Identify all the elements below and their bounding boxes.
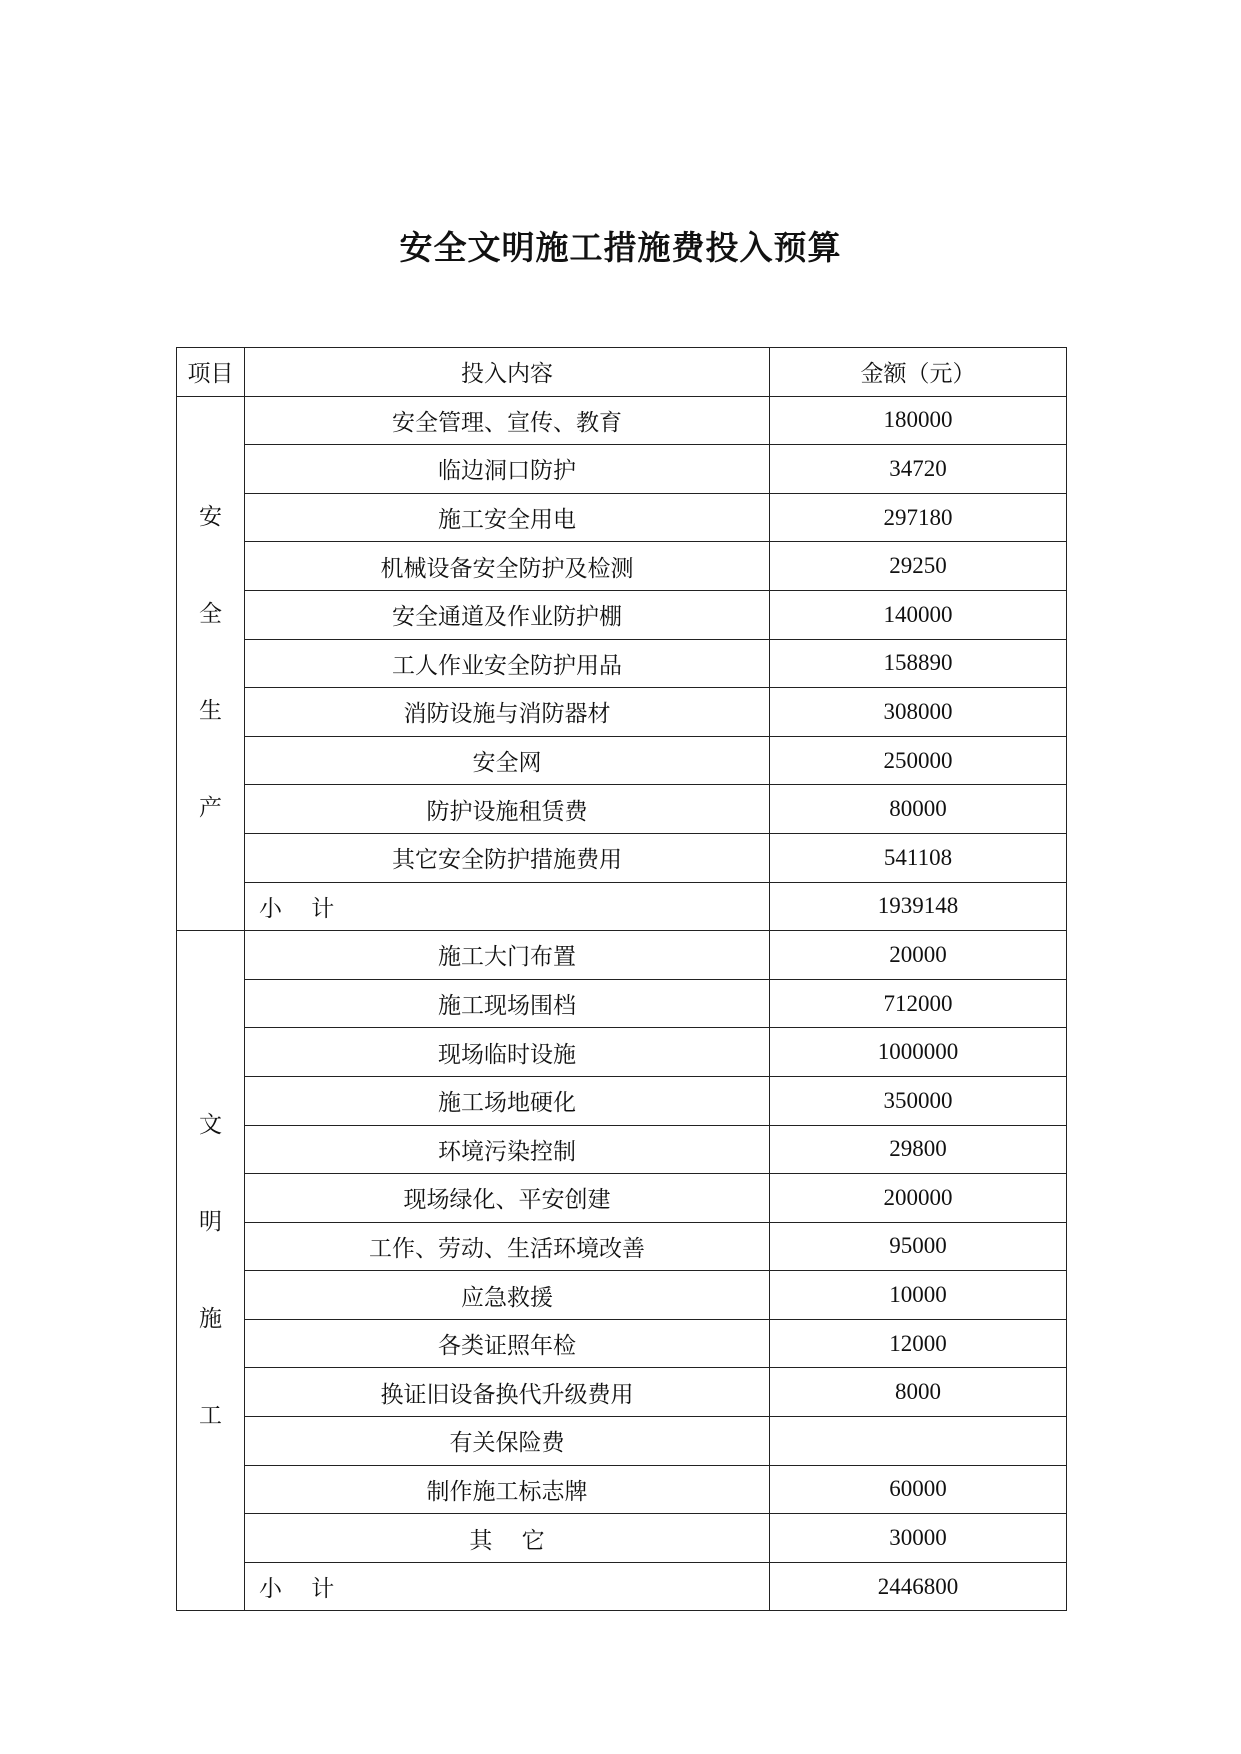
group-label-char: 产 xyxy=(199,795,222,822)
subtotal-label: 小 计 xyxy=(259,1576,335,1603)
amount-cell: 80000 xyxy=(770,785,1067,834)
table-row xyxy=(177,1174,1067,1223)
content-cell xyxy=(245,1271,770,1320)
content-cell xyxy=(245,736,770,785)
content-text: 有关保险费 xyxy=(449,1430,565,1457)
amount-cell: 10000 xyxy=(770,1271,1067,1320)
group-label-cell xyxy=(177,931,245,1611)
content-cell xyxy=(245,396,770,445)
content-text: 现场临时设施 xyxy=(438,1041,576,1068)
content-cell xyxy=(245,1368,770,1417)
table-row xyxy=(177,1417,1067,1466)
content-text: 应急救援 xyxy=(461,1284,553,1311)
amount-cell: 34720 xyxy=(770,445,1067,494)
amount-cell: 20000 xyxy=(770,931,1067,980)
table-row xyxy=(177,1271,1067,1320)
content-cell xyxy=(245,833,770,882)
content-cell xyxy=(245,445,770,494)
content-text: 施工安全用电 xyxy=(438,507,576,534)
content-text: 消防设施与消防器材 xyxy=(403,701,611,728)
group-label-char: 生 xyxy=(199,698,222,725)
content-text: 安全网 xyxy=(472,750,542,777)
amount-cell: 350000 xyxy=(770,1076,1067,1125)
subtotal-amount: 1939148 xyxy=(770,882,1067,931)
subtotal-label-cell xyxy=(245,882,770,931)
content-cell xyxy=(245,1125,770,1174)
table-row xyxy=(177,542,1067,591)
header-content: 投入内容 xyxy=(245,348,770,397)
table-row xyxy=(177,1222,1067,1271)
content-cell xyxy=(245,931,770,980)
header-amount: 金额（元） xyxy=(770,348,1067,397)
content-text: 制作施工标志牌 xyxy=(426,1478,588,1505)
subtotal-row xyxy=(177,882,1067,931)
group-label-char: 全 xyxy=(199,601,222,628)
content-cell xyxy=(245,1028,770,1077)
amount-cell: 60000 xyxy=(770,1465,1067,1514)
subtotal-row xyxy=(177,1562,1067,1611)
table-row xyxy=(177,833,1067,882)
amount-cell: 541108 xyxy=(770,833,1067,882)
amount-cell: 200000 xyxy=(770,1174,1067,1223)
table-row xyxy=(177,590,1067,639)
amount-cell: 29800 xyxy=(770,1125,1067,1174)
content-cell xyxy=(245,979,770,1028)
content-text: 工人作业安全防护用品 xyxy=(392,652,622,679)
subtotal-label-cell xyxy=(245,1562,770,1611)
table-row xyxy=(177,1465,1067,1514)
table-row xyxy=(177,1514,1067,1563)
content-cell xyxy=(245,1319,770,1368)
amount-cell: 30000 xyxy=(770,1514,1067,1563)
table-row xyxy=(177,785,1067,834)
amount-cell: 95000 xyxy=(770,1222,1067,1271)
content-text: 安全通道及作业防护棚 xyxy=(392,604,622,631)
document-title: 安全文明施工措施费投入预算 xyxy=(399,228,842,267)
group-label-char: 文 xyxy=(199,1111,222,1138)
table-header-row xyxy=(177,348,1067,397)
content-cell xyxy=(245,1514,770,1563)
content-cell xyxy=(245,1174,770,1223)
content-text: 现场绿化、平安创建 xyxy=(403,1187,611,1214)
content-text: 换证旧设备换代升级费用 xyxy=(380,1381,634,1408)
table-row xyxy=(177,931,1067,980)
content-text: 其 它 xyxy=(469,1527,545,1554)
table-row xyxy=(177,1368,1067,1417)
content-cell xyxy=(245,590,770,639)
table-row xyxy=(177,1125,1067,1174)
content-text: 各类证照年检 xyxy=(438,1333,576,1360)
content-text: 防护设施租赁费 xyxy=(426,798,588,825)
budget-table-body xyxy=(177,396,1067,1611)
content-cell xyxy=(245,639,770,688)
table-row xyxy=(177,445,1067,494)
content-text: 施工场地硬化 xyxy=(438,1090,576,1117)
content-text: 施工现场围档 xyxy=(438,993,576,1020)
content-text: 工作、劳动、生活环境改善 xyxy=(369,1235,645,1262)
table-row xyxy=(177,493,1067,542)
amount-cell: 1000000 xyxy=(770,1028,1067,1077)
table-row xyxy=(177,1319,1067,1368)
table-row xyxy=(177,979,1067,1028)
amount-cell: 297180 xyxy=(770,493,1067,542)
content-text: 机械设备安全防护及检测 xyxy=(380,555,634,582)
content-text: 其它安全防护措施费用 xyxy=(392,847,622,874)
content-cell xyxy=(245,1417,770,1466)
table-row xyxy=(177,736,1067,785)
content-cell xyxy=(245,1076,770,1125)
content-cell xyxy=(245,1465,770,1514)
content-cell xyxy=(245,542,770,591)
subtotal-amount: 2446800 xyxy=(770,1562,1067,1611)
budget-table xyxy=(176,347,1067,1611)
amount-cell: 250000 xyxy=(770,736,1067,785)
content-text: 施工大门布置 xyxy=(438,944,576,971)
content-cell xyxy=(245,1222,770,1271)
group-label-char: 施 xyxy=(199,1305,222,1332)
table-row xyxy=(177,639,1067,688)
table-row xyxy=(177,1076,1067,1125)
content-text: 安全管理、宣传、教育 xyxy=(392,409,622,436)
amount-cell: 29250 xyxy=(770,542,1067,591)
amount-cell: 308000 xyxy=(770,688,1067,737)
subtotal-label: 小 计 xyxy=(259,895,335,922)
content-cell xyxy=(245,785,770,834)
amount-cell: 8000 xyxy=(770,1368,1067,1417)
group-label-cell xyxy=(177,396,245,931)
header-item: 项目 xyxy=(177,348,245,397)
group-label-char: 明 xyxy=(199,1208,222,1235)
content-cell xyxy=(245,493,770,542)
table-row xyxy=(177,688,1067,737)
content-cell xyxy=(245,688,770,737)
table-row xyxy=(177,1028,1067,1077)
amount-cell: 140000 xyxy=(770,590,1067,639)
amount-cell: 180000 xyxy=(770,396,1067,445)
amount-cell: 712000 xyxy=(770,979,1067,1028)
group-label-char: 安 xyxy=(199,504,222,531)
amount-cell: 158890 xyxy=(770,639,1067,688)
amount-cell xyxy=(770,1417,1067,1466)
content-text: 环境污染控制 xyxy=(438,1138,576,1165)
amount-cell: 12000 xyxy=(770,1319,1067,1368)
table-row xyxy=(177,396,1067,445)
group-label-char: 工 xyxy=(199,1402,222,1429)
content-text: 临边洞口防护 xyxy=(438,458,576,485)
